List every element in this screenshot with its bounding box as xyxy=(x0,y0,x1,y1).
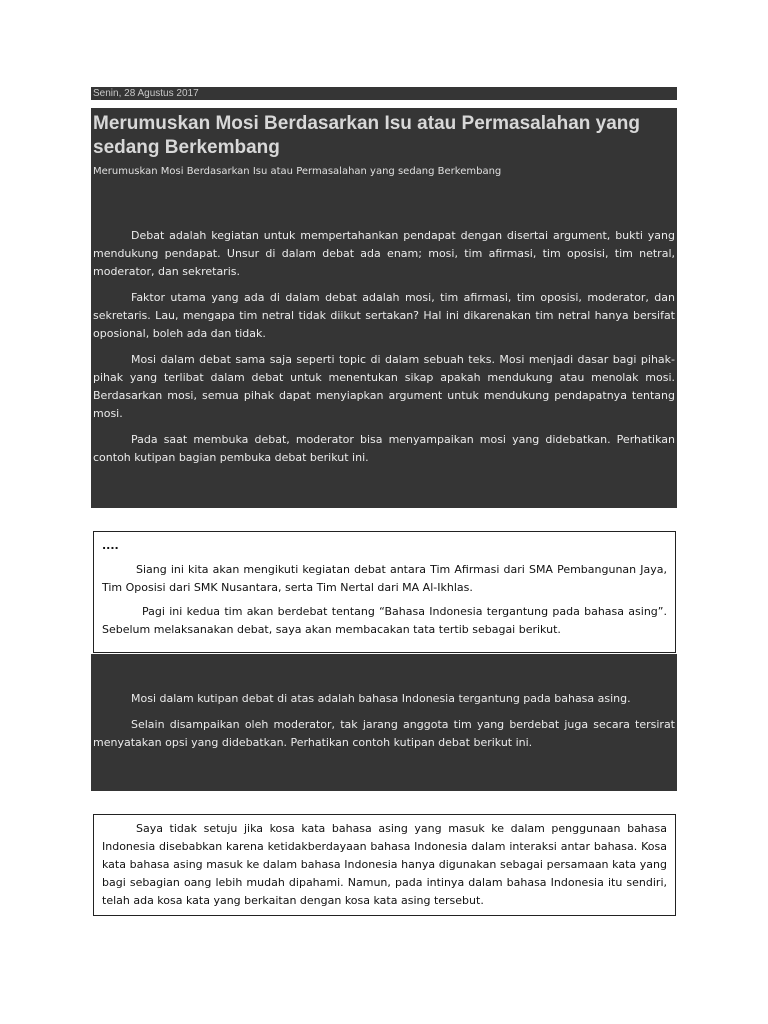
argument-quote-box xyxy=(93,814,676,916)
quote-paragraph: Pagi ini kedua tim akan berdebat tentang “Bahasa Indonesia tergantung pada bahasa asing”. Sebelum melaksanakan debat, saya akan membacakan tata tertib sebagai berikut. xyxy=(102,605,667,636)
paragraph: Selain disampaikan oleh moderator, tak jarang anggota tim yang berdebat juga secara tersirat menyatakan opsi yang didebatkan. Perhatikan contoh kutipan debat berikut ini. xyxy=(93,718,675,749)
debate-quote-box xyxy=(93,531,676,653)
post-subtitle: Merumuskan Mosi Berdasarkan Isu atau Permasalahan yang sedang Berkembang xyxy=(93,166,502,177)
paragraph: Debat adalah kegiatan untuk mempertahankan pendapat dengan disertai argument, bukti yang mendukung pendapat. Unsur di dalam debat ada enam; mosi, tim afirmasi, tim oposisi, tim netral, moderator, dan sekretaris. xyxy=(93,229,675,278)
explanation-block xyxy=(91,654,677,791)
post-body xyxy=(91,108,677,508)
ellipsis-text: .... xyxy=(102,539,119,552)
post-paragraphs xyxy=(93,227,675,467)
paragraph: Faktor utama yang ada di dalam debat adalah mosi, tim afirmasi, tim oposisi, moderator, dan sekretaris. Lau, mengapa tim netral tidak diikut sertakan? Hal ini dikarenakan tim netral hanya bersifat oposional, boleh ada dan tidak. xyxy=(93,291,675,340)
paragraph: Mosi dalam debat sama saja seperti topic di dalam sebuah teks. Mosi menjadi dasar bagi pihak-pihak yang terlibat dalam debat untuk menentukan sikap apakah mendukung atau menolak mosi. Berdasarkan mosi, semua pihak dapat menyiapkan argument untuk mendukung pendapatnya tentang mosi. xyxy=(93,353,675,420)
post-title[interactable]: Merumuskan Mosi Berdasarkan Isu atau Permasalahan yang sedang Berkembang xyxy=(93,113,640,158)
paragraph: Mosi dalam kutipan debat di atas adalah bahasa Indonesia tergantung pada bahasa asing. xyxy=(131,692,631,705)
quote-paragraph: Saya tidak setuju jika kosa kata bahasa asing yang masuk ke dalam penggunaan bahasa Indonesia disebabkan karena ketidakberdayaan bahasa Indonesia dalam interaksi antar bahasa. Kosa kata bahasa asing masuk ke dalam bahasa Indonesia hanya digunakan sebagai persamaan kata yang bagi sebagian oang lebih mudah dipahami. Namun, pada intinya dalam bahasa Indonesia itu sendiri, telah ada kosa kata yang berkaitan dengan kosa kata asing tersebut. xyxy=(102,822,667,907)
post-date: Senin, 28 Agustus 2017 xyxy=(91,87,677,100)
quote-paragraph: Siang ini kita akan mengikuti kegiatan debat antara Tim Afirmasi dari SMA Pembangunan Jaya, Tim Oposisi dari SMK Nusantara, serta Tim Nertal dari MA Al-Ikhlas. xyxy=(102,563,667,594)
paragraph: Pada saat membuka debat, moderator bisa menyampaikan mosi yang didebatkan. Perhatikan contoh kutipan bagian pembuka debat berikut ini. xyxy=(93,433,675,464)
